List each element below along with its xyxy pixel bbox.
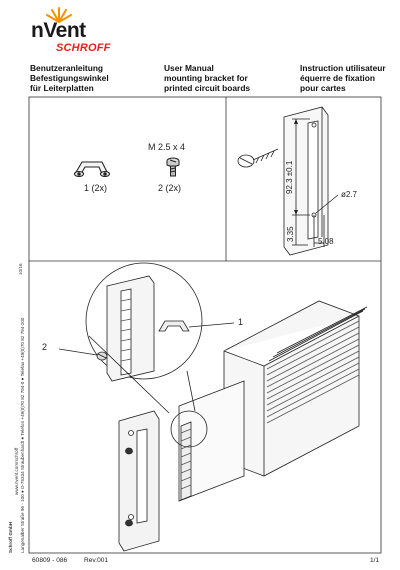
address-label: Langenalber Straße 96 - 100 ● D-75334 Straubenhardt ● Telefon +49(0)70 82 794-0 ● Telefax +49(0)70 82 794-200 <box>20 317 25 553</box>
assembly-drawing <box>29 261 381 553</box>
dimension-offset-horizontal: 5.08 <box>318 237 334 246</box>
bracket-quantity-label: 1 (2x) <box>84 183 108 193</box>
callout-two: 2 <box>42 342 48 352</box>
company-label: Schroff GmbH <box>8 521 13 553</box>
screw-spec-label: M 2.5 x 4 <box>148 142 186 152</box>
bracket-part-drawing <box>72 154 112 182</box>
screw-part-drawing <box>164 156 182 178</box>
header-english-line3: printed circuit boards <box>164 83 251 93</box>
header-german-line2: Befestigungswinkel <box>30 73 109 83</box>
header-english-line2: mounting bracket for <box>164 73 248 83</box>
revision-label: Rev.001 <box>84 557 109 564</box>
dimension-height: 92.3 ±0.1 <box>285 160 294 194</box>
website-label: www.nvent.com/schroff <box>14 447 19 495</box>
header-english-line1: User Manual <box>164 63 214 73</box>
dimension-hole: ø2.7 <box>341 190 358 199</box>
brand-subline: SCHROFF <box>56 42 111 54</box>
version-label: 10/16 <box>18 263 23 275</box>
header-french-line2: équerre de fixation <box>300 73 375 83</box>
dimension-drawing <box>226 97 381 261</box>
document-number: 60809 - 086 <box>32 557 68 564</box>
dimension-offset-vertical: 3.35 <box>286 226 295 242</box>
header-german-line1: Benutzeranleitung <box>30 63 104 73</box>
header-french-line1: Instruction utilisateur <box>300 63 386 73</box>
brand-wordmark: nVent <box>31 19 86 42</box>
header-german-line3: für Leiterplatten <box>30 83 94 93</box>
page-number: 1/1 <box>370 557 380 564</box>
screw-quantity-label: 2 (2x) <box>158 183 182 193</box>
header-french-line3: pour cartes <box>300 83 346 93</box>
callout-one: 1 <box>238 317 244 327</box>
